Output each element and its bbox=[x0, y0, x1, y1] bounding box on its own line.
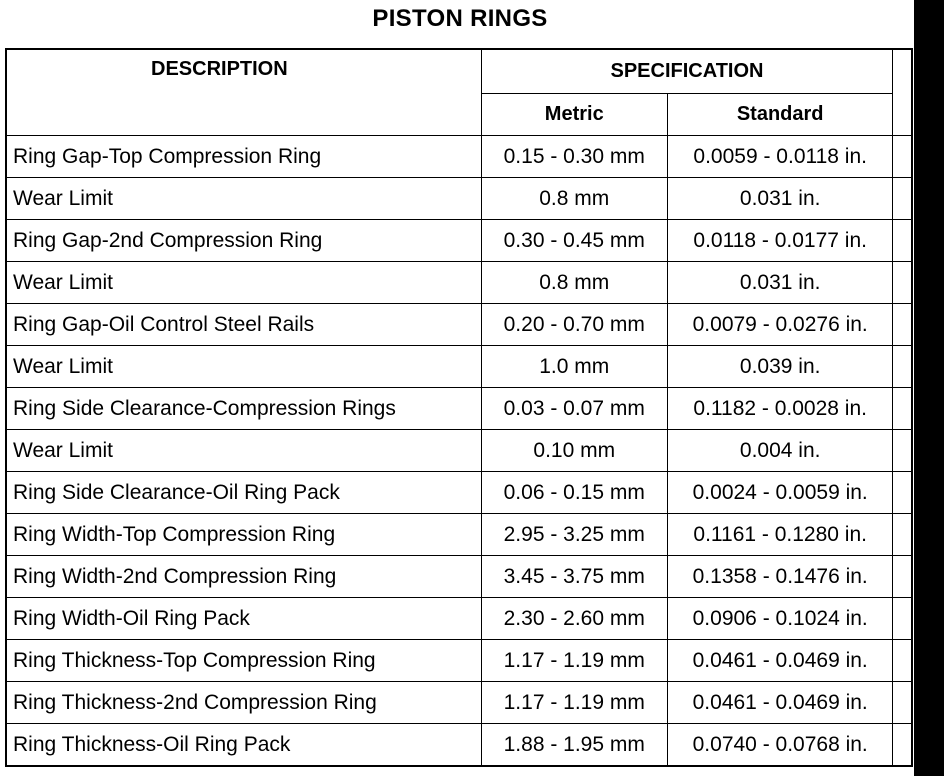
row-description: Ring Gap-Top Compression Ring bbox=[6, 136, 481, 178]
table-row bbox=[6, 220, 912, 262]
header-standard: Standard bbox=[667, 94, 892, 136]
row-metric-value: 0.8 mm bbox=[481, 262, 667, 304]
row-metric-value: 2.30 - 2.60 mm bbox=[481, 598, 667, 640]
row-description: Wear Limit bbox=[6, 346, 481, 388]
row-metric-value: 1.0 mm bbox=[481, 346, 667, 388]
row-description: Wear Limit bbox=[6, 262, 481, 304]
table-row bbox=[6, 430, 912, 472]
row-description: Ring Thickness-2nd Compression Ring bbox=[6, 682, 481, 724]
row-metric-value: 2.95 - 3.25 mm bbox=[481, 514, 667, 556]
row-gap-cell bbox=[893, 682, 912, 724]
table-row bbox=[6, 304, 912, 346]
header-row-top bbox=[6, 49, 912, 94]
row-standard-value: 0.0059 - 0.0118 in. bbox=[667, 136, 892, 178]
row-standard-value: 0.1161 - 0.1280 in. bbox=[667, 514, 892, 556]
table-row bbox=[6, 472, 912, 514]
header-gap-column bbox=[893, 49, 912, 136]
row-metric-value: 0.10 mm bbox=[481, 430, 667, 472]
row-description: Ring Thickness-Top Compression Ring bbox=[6, 640, 481, 682]
row-gap-cell bbox=[893, 304, 912, 346]
table-row bbox=[6, 514, 912, 556]
table-row bbox=[6, 640, 912, 682]
header-description: DESCRIPTION bbox=[6, 49, 481, 136]
table-row bbox=[6, 346, 912, 388]
row-description: Ring Width-Top Compression Ring bbox=[6, 514, 481, 556]
table-row bbox=[6, 682, 912, 724]
row-gap-cell bbox=[893, 346, 912, 388]
row-metric-value: 0.20 - 0.70 mm bbox=[481, 304, 667, 346]
row-metric-value: 1.17 - 1.19 mm bbox=[481, 682, 667, 724]
table-row bbox=[6, 262, 912, 304]
row-standard-value: 0.0461 - 0.0469 in. bbox=[667, 640, 892, 682]
row-description: Ring Width-Oil Ring Pack bbox=[6, 598, 481, 640]
row-description: Ring Width-2nd Compression Ring bbox=[6, 556, 481, 598]
header-metric: Metric bbox=[481, 94, 667, 136]
row-standard-value: 0.1358 - 0.1476 in. bbox=[667, 556, 892, 598]
row-standard-value: 0.031 in. bbox=[667, 262, 892, 304]
row-gap-cell bbox=[893, 598, 912, 640]
row-standard-value: 0.0906 - 0.1024 in. bbox=[667, 598, 892, 640]
row-gap-cell bbox=[893, 514, 912, 556]
row-metric-value: 0.30 - 0.45 mm bbox=[481, 220, 667, 262]
row-gap-cell bbox=[893, 430, 912, 472]
row-standard-value: 0.0461 - 0.0469 in. bbox=[667, 682, 892, 724]
page-edge-bar bbox=[914, 0, 944, 776]
row-description: Ring Side Clearance-Compression Rings bbox=[6, 388, 481, 430]
row-gap-cell bbox=[893, 388, 912, 430]
row-gap-cell bbox=[893, 556, 912, 598]
row-metric-value: 1.17 - 1.19 mm bbox=[481, 640, 667, 682]
table-row bbox=[6, 598, 912, 640]
table-row bbox=[6, 178, 912, 220]
row-description: Wear Limit bbox=[6, 430, 481, 472]
row-metric-value: 0.06 - 0.15 mm bbox=[481, 472, 667, 514]
row-standard-value: 0.039 in. bbox=[667, 346, 892, 388]
row-gap-cell bbox=[893, 724, 912, 767]
header-specification: SPECIFICATION bbox=[481, 49, 893, 94]
row-standard-value: 0.1182 - 0.0028 in. bbox=[667, 388, 892, 430]
row-description: Ring Gap-2nd Compression Ring bbox=[6, 220, 481, 262]
row-gap-cell bbox=[893, 472, 912, 514]
row-gap-cell bbox=[893, 178, 912, 220]
row-description: Ring Side Clearance-Oil Ring Pack bbox=[6, 472, 481, 514]
table-row bbox=[6, 724, 912, 767]
row-standard-value: 0.031 in. bbox=[667, 178, 892, 220]
table-row bbox=[6, 136, 912, 178]
row-description: Ring Gap-Oil Control Steel Rails bbox=[6, 304, 481, 346]
row-description: Ring Thickness-Oil Ring Pack bbox=[6, 724, 481, 767]
row-gap-cell bbox=[893, 640, 912, 682]
table-row bbox=[6, 388, 912, 430]
spec-table-body bbox=[6, 136, 912, 767]
table-row bbox=[6, 556, 912, 598]
row-metric-value: 0.8 mm bbox=[481, 178, 667, 220]
row-standard-value: 0.004 in. bbox=[667, 430, 892, 472]
page-title: PISTON RINGS bbox=[372, 5, 548, 32]
row-gap-cell bbox=[893, 262, 912, 304]
row-metric-value: 3.45 - 3.75 mm bbox=[481, 556, 667, 598]
row-standard-value: 0.0079 - 0.0276 in. bbox=[667, 304, 892, 346]
row-standard-value: 0.0740 - 0.0768 in. bbox=[667, 724, 892, 767]
row-metric-value: 0.03 - 0.07 mm bbox=[481, 388, 667, 430]
row-standard-value: 0.0024 - 0.0059 in. bbox=[667, 472, 892, 514]
row-gap-cell bbox=[893, 220, 912, 262]
row-metric-value: 1.88 - 1.95 mm bbox=[481, 724, 667, 767]
row-standard-value: 0.0118 - 0.0177 in. bbox=[667, 220, 892, 262]
row-gap-cell bbox=[893, 136, 912, 178]
row-metric-value: 0.15 - 0.30 mm bbox=[481, 136, 667, 178]
piston-rings-spec-table bbox=[5, 48, 913, 767]
row-description: Wear Limit bbox=[6, 178, 481, 220]
